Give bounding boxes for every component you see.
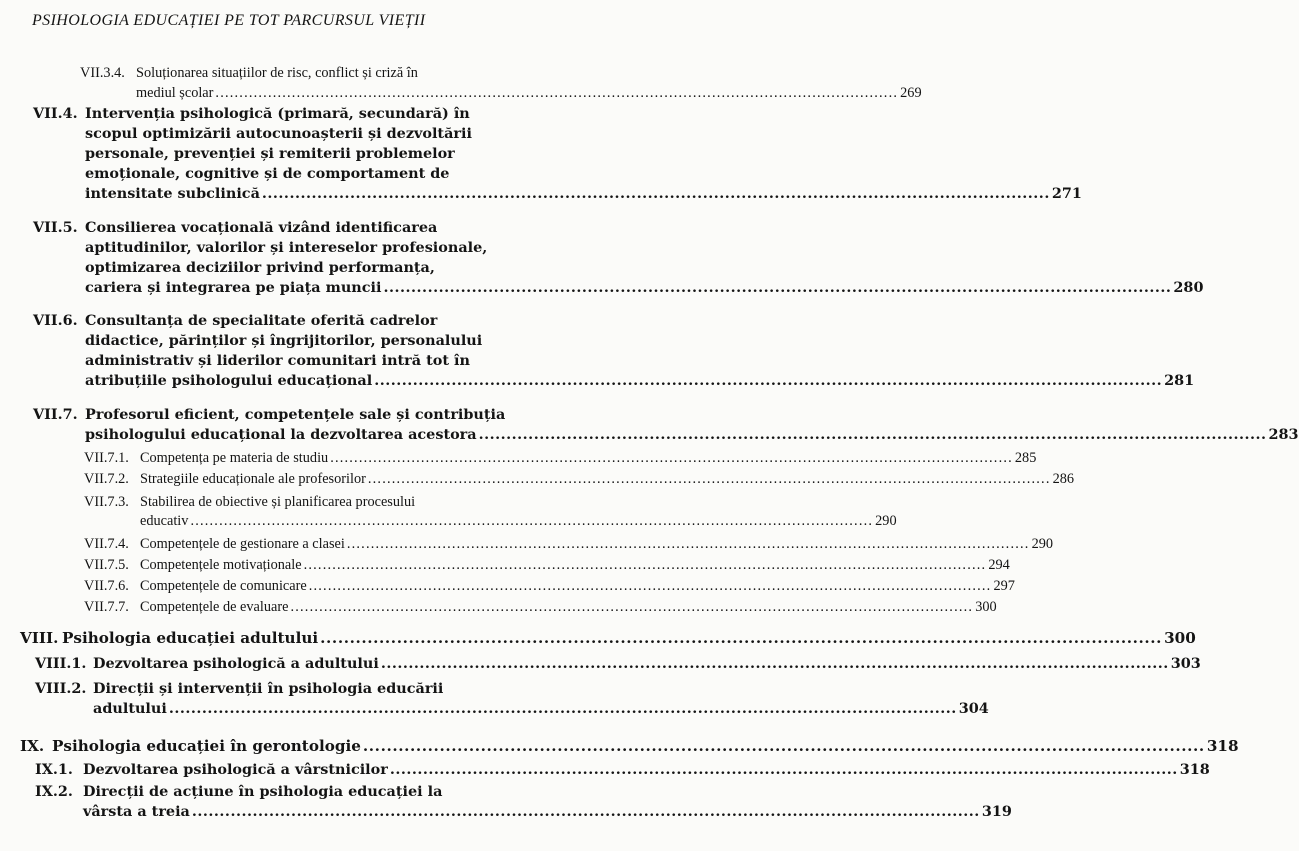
entry-title-line: Competențele motivaționale bbox=[140, 557, 302, 573]
dot-leader: ............................................................................................................................................... bbox=[191, 803, 980, 820]
section-number: VII.7.3. bbox=[84, 494, 129, 510]
entry-title-line: Competența pe materia de studiu bbox=[140, 450, 329, 466]
dot-leader: ............................................................................................................................................... bbox=[380, 655, 1169, 672]
section-number: VII.7.1. bbox=[84, 450, 129, 466]
dot-leader: ............................................................................................................................................... bbox=[367, 471, 1051, 487]
entry-title-line: Consultanța de specialitate oferită cadrelor bbox=[85, 312, 438, 329]
entry-title-line: aptitudinilor, valorilor și intereselor profesionale, bbox=[85, 239, 488, 256]
entry-title-line: Direcții și intervenții în psihologia educării bbox=[93, 680, 444, 697]
page-number: 297 bbox=[993, 578, 1015, 594]
section-number: VII.5. bbox=[33, 219, 78, 236]
entry-title-line: atribuțiile psihologului educațional bbox=[85, 372, 373, 389]
dot-leader: ............................................................................................................................................... bbox=[261, 185, 1050, 202]
section-number: VII.4. bbox=[33, 105, 78, 122]
entry-title-line: emoționale, cognitive și de comportament de bbox=[85, 165, 450, 182]
entry-title-line: Intervenția psihologică (primară, secundară) în bbox=[85, 105, 470, 122]
section-number: VIII.2. bbox=[35, 680, 87, 697]
entry-title-line: Competențele de comunicare bbox=[140, 578, 307, 594]
section-number: VII.3.4. bbox=[80, 65, 125, 81]
section-number: VIII. bbox=[20, 629, 59, 647]
entry-title-line: mediul școlar bbox=[136, 84, 214, 101]
page-number: 290 bbox=[1031, 536, 1054, 552]
entry-title-line: Consilierea vocațională vizând identificarea bbox=[85, 219, 438, 236]
entry-title-line: vârsta a treia bbox=[83, 803, 190, 820]
entry-title-line: cariera și integrarea pe piața muncii bbox=[85, 279, 382, 296]
entry-title-line: personale, prevenției și remiterii problemelor bbox=[85, 145, 455, 162]
entry-title-line: Dezvoltarea psihologică a adultului bbox=[93, 655, 379, 672]
section-number: VII.7.6. bbox=[84, 578, 129, 594]
section-number: VII.7.2. bbox=[84, 471, 129, 487]
entry-title-line: psihologului educațional la dezvoltarea acestora bbox=[85, 426, 477, 443]
page-number: 318 bbox=[1179, 761, 1210, 778]
dot-leader: ............................................................................................................................................... bbox=[362, 737, 1205, 755]
dot-leader: ............................................................................................................................................... bbox=[374, 372, 1163, 389]
dot-leader: ............................................................................................................................................... bbox=[330, 450, 1013, 466]
entry-title-line: Dezvoltarea psihologică a vârstnicilor bbox=[83, 761, 388, 778]
entry-title-line: Direcții de acțiune în psihologia educației la bbox=[83, 783, 443, 800]
dot-leader: ............................................................................................................................................... bbox=[320, 629, 1163, 647]
dot-leader: ............................................................................................................................................... bbox=[168, 700, 957, 717]
entry-title-line: Profesorul eficient, competențele sale și contribuția bbox=[85, 406, 506, 423]
entry-title-line: educativ bbox=[140, 513, 189, 529]
dot-leader: ............................................................................................................................................... bbox=[389, 761, 1178, 778]
section-number: VIII.1. bbox=[35, 655, 87, 672]
page-number: 300 bbox=[975, 599, 997, 615]
page-number: 303 bbox=[1170, 655, 1201, 672]
page-number: 304 bbox=[958, 700, 989, 717]
dot-leader: ............................................................................................................................................... bbox=[346, 536, 1030, 552]
section-number: VII.7.4. bbox=[84, 536, 129, 552]
entry-title-line: adultului bbox=[93, 700, 167, 717]
page-number: 271 bbox=[1051, 185, 1082, 202]
entry-title-line: administrativ și liderilor comunitari intră tot în bbox=[85, 352, 470, 369]
page-number: 286 bbox=[1052, 471, 1075, 487]
entry-title-line: didactice, părinților și îngrijitorilor, personalului bbox=[85, 332, 483, 349]
page-number: 280 bbox=[1173, 279, 1204, 296]
entry-title-line: Stabilirea de obiective și planificarea procesului bbox=[140, 494, 416, 510]
page-number: 318 bbox=[1206, 737, 1239, 755]
page-number: 283 bbox=[1268, 426, 1299, 443]
dot-leader: ............................................................................................................................................... bbox=[290, 599, 974, 615]
dot-leader: ............................................................................................................................................... bbox=[478, 426, 1267, 443]
page-number: 269 bbox=[900, 84, 922, 101]
page-number: 319 bbox=[981, 803, 1012, 820]
section-number: VII.7.7. bbox=[84, 599, 129, 615]
entry-title-line: Competențele de evaluare bbox=[140, 599, 289, 615]
entry-title-line: Strategiile educaționale ale profesorilor bbox=[140, 471, 366, 487]
section-number: IX. bbox=[20, 737, 45, 755]
section-number: VII.7. bbox=[33, 406, 78, 423]
page-number: 300 bbox=[1164, 629, 1196, 647]
entry-title-line: Soluționarea situațiilor de risc, conflict și criză în bbox=[136, 65, 418, 81]
entry-title-line: Psihologia educației adultului bbox=[62, 629, 319, 647]
section-number: VII.7.5. bbox=[84, 557, 129, 573]
page-number: 281 bbox=[1164, 372, 1195, 389]
page-number: 285 bbox=[1014, 450, 1037, 466]
entry-title-line: Psihologia educației în gerontologie bbox=[52, 737, 361, 755]
dot-leader: ............................................................................................................................................... bbox=[215, 84, 899, 101]
entry-title-line: intensitate subclinică bbox=[85, 185, 260, 202]
running-header: PSIHOLOGIA EDUCAȚIEI PE TOT PARCURSUL VIEȚII bbox=[32, 12, 426, 29]
page-number: 294 bbox=[988, 557, 1010, 573]
page-number: 290 bbox=[875, 513, 897, 529]
section-number: VII.6. bbox=[33, 312, 78, 329]
dot-leader: ............................................................................................................................................... bbox=[383, 279, 1172, 296]
section-number: IX.2. bbox=[35, 783, 73, 800]
dot-leader: ............................................................................................................................................... bbox=[308, 578, 992, 594]
section-number: IX.1. bbox=[35, 761, 73, 778]
dot-leader: ............................................................................................................................................... bbox=[303, 557, 987, 573]
entry-title-line: optimizarea deciziilor privind performanța, bbox=[85, 259, 435, 276]
entry-title-line: Competențele de gestionare a clasei bbox=[140, 536, 345, 552]
dot-leader: ............................................................................................................................................... bbox=[190, 513, 874, 529]
entry-title-line: scopul optimizării autocunoașterii și dezvoltării bbox=[85, 125, 472, 142]
